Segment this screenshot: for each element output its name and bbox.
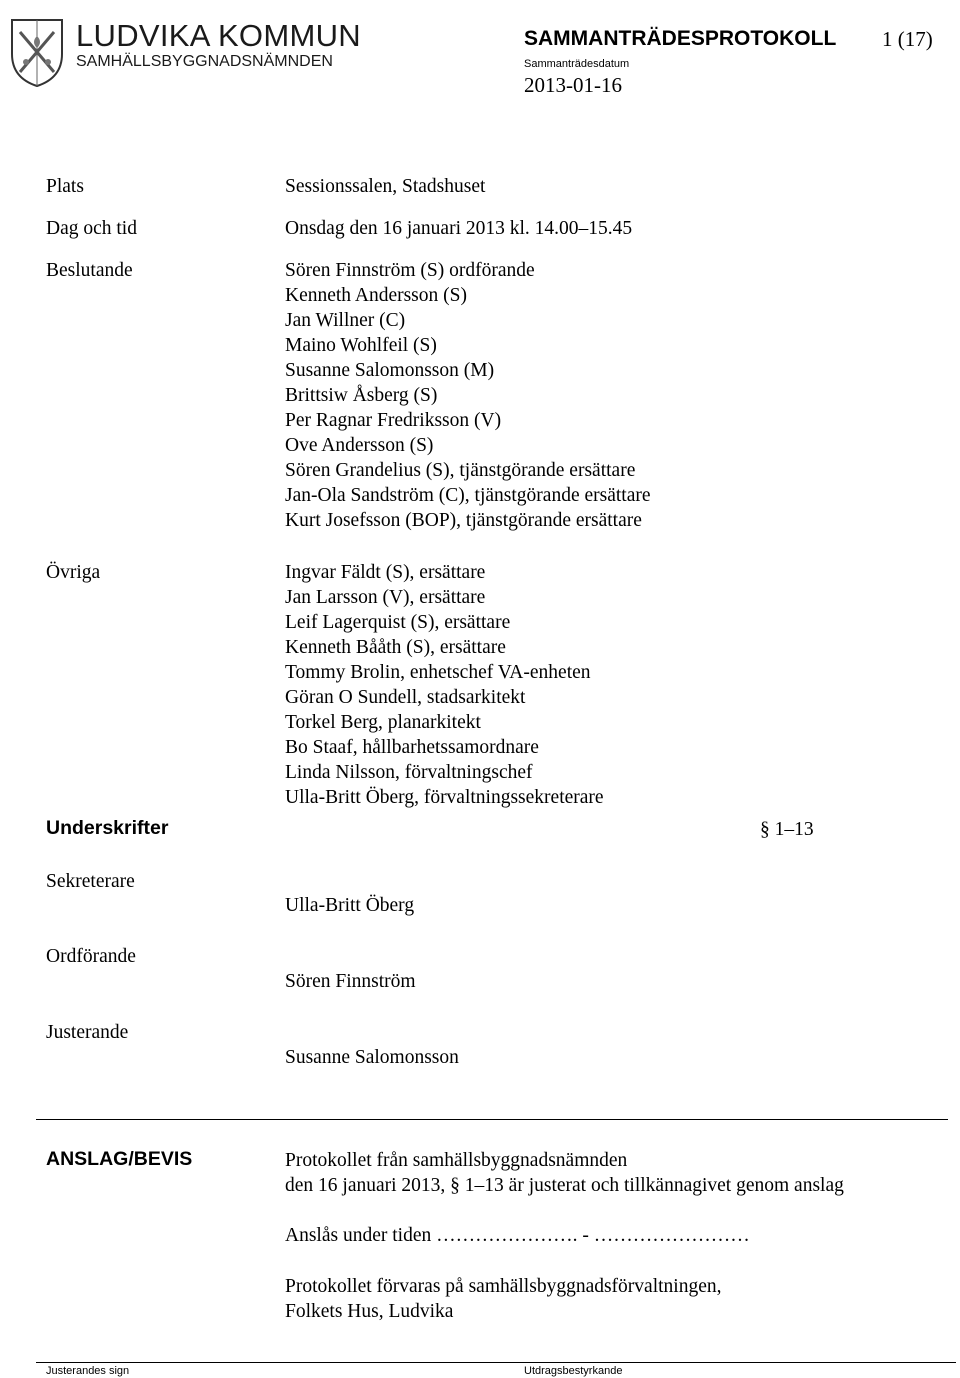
sekreterare-name: Ulla-Britt Öberg (285, 895, 415, 916)
justerande-name: Susanne Salomonsson (285, 1047, 459, 1068)
beslutande-list (285, 258, 651, 533)
list-item: Jan Willner (C) (285, 310, 406, 331)
ovriga-label: Övriga (46, 562, 101, 583)
justerande-label: Justerande (46, 1022, 129, 1043)
storage-line-1: Protokollet förvaras på samhällsbyggnadsförvaltningen, (285, 1276, 722, 1297)
utdragsbestyrkande-label: Utdragsbestyrkande (524, 1365, 623, 1377)
ordforande-label: Ordförande (46, 946, 136, 967)
list-item: Kurt Josefsson (BOP), tjänstgörande ersättare (285, 510, 642, 531)
paragraph-range: § 1–13 (760, 819, 814, 840)
sekreterare-label: Sekreterare (46, 871, 135, 892)
footer-divider (36, 1362, 956, 1363)
list-item: Brittsiw Åsberg (S) (285, 385, 438, 406)
anslag-heading: ANSLAG/BEVIS (46, 1148, 193, 1170)
plats-label: Plats (46, 176, 84, 197)
divider (36, 1119, 948, 1120)
coat-of-arms-icon (8, 14, 66, 90)
meeting-date: 2013-01-16 (524, 73, 622, 97)
dag-label: Dag och tid (46, 218, 137, 239)
list-item: Linda Nilsson, förvaltningschef (285, 762, 533, 783)
anslag-line-1: Protokollet från samhällsbyggnadsnämnden (285, 1150, 628, 1171)
list-item: Per Ragnar Fredriksson (V) (285, 410, 502, 431)
list-item: Jan-Ola Sandström (C), tjänstgörande ersättare (285, 485, 651, 506)
list-item: Ulla-Britt Öberg, förvaltningssekreterare (285, 787, 604, 808)
list-item: Torkel Berg, planarkitekt (285, 712, 481, 733)
storage-line-2: Folkets Hus, Ludvika (285, 1301, 454, 1322)
list-item: Kenneth Andersson (S) (285, 285, 467, 306)
ordforande-name: Sören Finnström (285, 971, 416, 992)
date-label: Sammanträdesdatum (524, 58, 630, 70)
list-item: Jan Larsson (V), ersättare (285, 587, 486, 608)
list-item: Ingvar Fäldt (S), ersättare (285, 562, 486, 583)
org-subtitle: SAMHÄLLSBYGGNADSNÄMNDEN (76, 53, 333, 70)
list-item: Susanne Salomonsson (M) (285, 360, 495, 381)
list-item: Leif Lagerquist (S), ersättare (285, 612, 511, 633)
anslag-line-2: den 16 januari 2013, § 1–13 är justerat och tillkännagivet genom anslag (285, 1175, 844, 1196)
list-item: Sören Finnström (S) ordförande (285, 260, 535, 281)
list-item: Kenneth Bååth (S), ersättare (285, 637, 506, 658)
list-item: Bo Staaf, hållbarhetssamordnare (285, 737, 539, 758)
list-item: Ove Andersson (S) (285, 435, 434, 456)
list-item: Göran O Sundell, stadsarkitekt (285, 687, 526, 708)
page-number: 1 (17) (882, 27, 933, 51)
signatures-heading: Underskrifter (46, 817, 169, 839)
document-type: SAMMANTRÄDESPROTOKOLL (524, 27, 837, 50)
dag-value: Onsdag den 16 januari 2013 kl. 14.00–15.45 (285, 218, 633, 239)
justerandes-sign-label: Justerandes sign (46, 1365, 130, 1377)
anslag-period: Anslås under tiden …………………. - …………………… (285, 1225, 750, 1246)
list-item: Tommy Brolin, enhetschef VA-enheten (285, 662, 591, 683)
list-item: Maino Wohlfeil (S) (285, 335, 437, 356)
org-name: LUDVIKA KOMMUN (76, 18, 361, 53)
ovriga-list (285, 560, 604, 810)
beslutande-label: Beslutande (46, 260, 133, 281)
list-item: Sören Grandelius (S), tjänstgörande ersättare (285, 460, 636, 481)
plats-value: Sessionssalen, Stadshuset (285, 176, 486, 197)
